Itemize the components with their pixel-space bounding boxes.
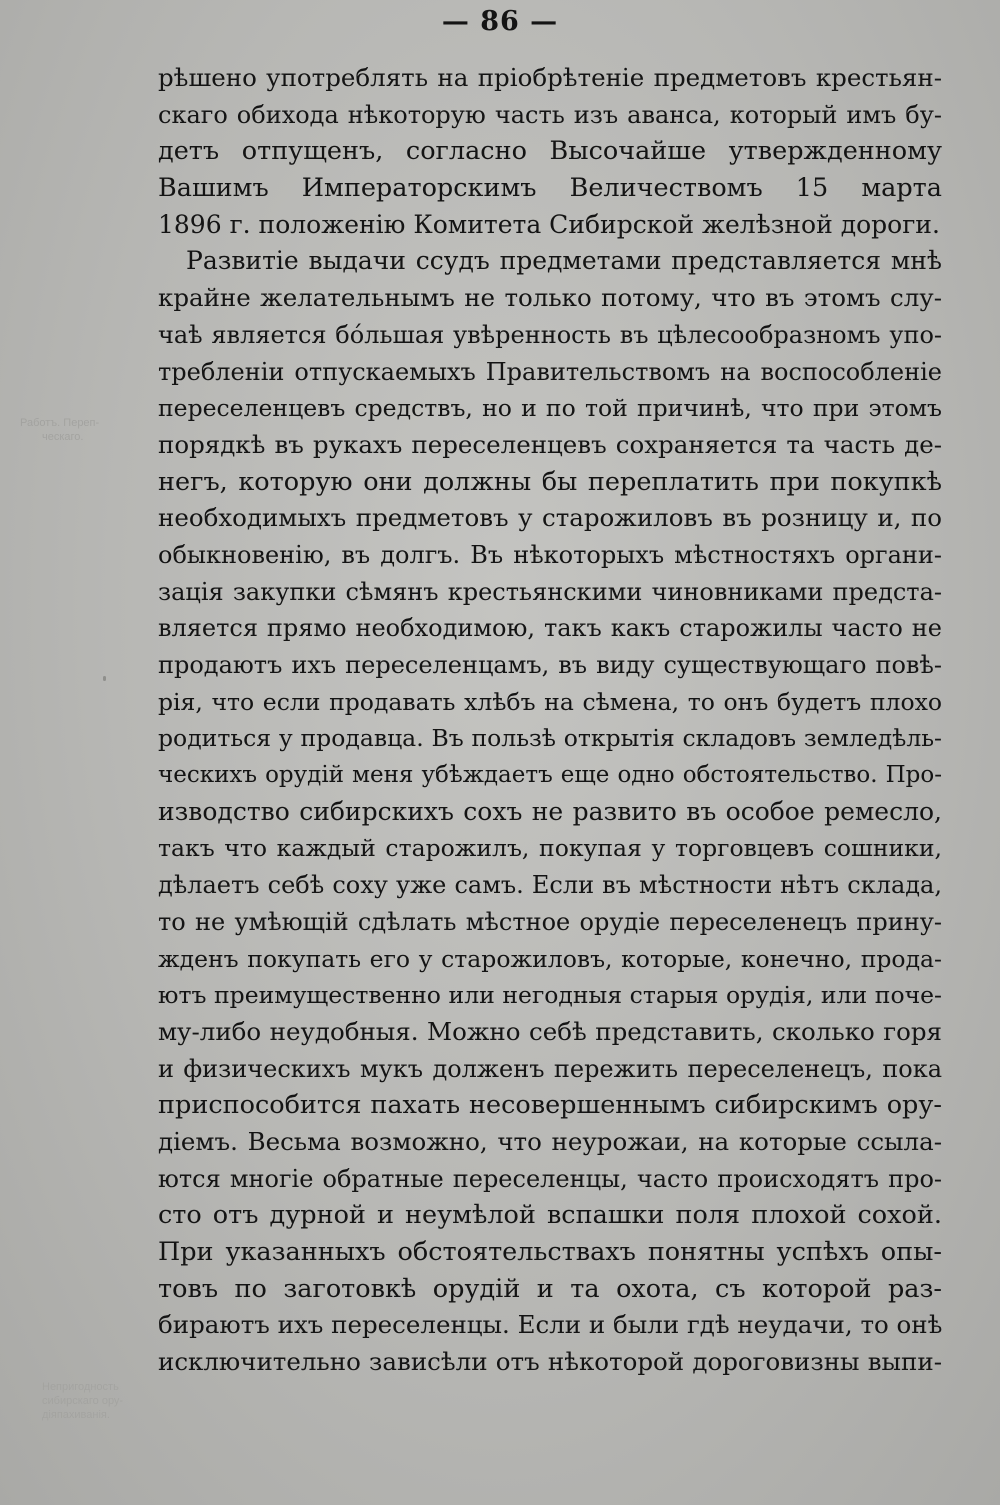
paper-speck: [103, 676, 106, 681]
text-line: необходимыхъ предметовъ у старожиловъ въ розницу и, по: [158, 503, 942, 533]
text-line: обыкновенію, въ долгъ. Въ нѣкоторыхъ мѣстностяхъ органи-: [158, 540, 942, 569]
text-line: рія, что если продавать хлѣбъ на сѣмена, то онъ будетъ плохо: [158, 687, 942, 716]
text-line: исключительно зависѣли отъ нѣкоторой дороговизны выпи-: [158, 1347, 942, 1377]
text-line: и физическихъ мукъ долженъ пережить переселенецъ, пока: [158, 1054, 942, 1083]
text-line: детъ отпущенъ, согласно Высочайше утвержденному: [158, 136, 942, 167]
page-number: — 86 —: [441, 6, 559, 37]
text-line: дѣлаетъ себѣ соху уже самъ. Если въ мѣстности нѣтъ склада,: [158, 871, 942, 900]
text-line: му-либо неудобныя. Можно себѣ представить, сколько горя: [158, 1016, 942, 1046]
text-line: жденъ покупать его у старожиловъ, которые, конечно, прода-: [158, 944, 942, 973]
margin-note-line: Непригодность: [42, 1381, 119, 1393]
margin-note-line: сибирскаго ору-: [42, 1395, 124, 1407]
text-line: переселенцевъ средствъ, но и по той причинѣ, что при этомъ: [158, 394, 942, 423]
text-line: Развитіе выдачи ссудъ предметами представляется мнѣ: [186, 246, 942, 276]
text-line: рѣшено употреблять на пріобрѣтеніе предметовъ крестьян-: [158, 63, 942, 92]
text-line: порядкѣ въ рукахъ переселенцевъ сохраняется та часть де-: [158, 429, 942, 459]
text-line: чаѣ является бóльшая увѣренность въ цѣлесообразномъ упо-: [158, 320, 942, 349]
text-line: сто отъ дурной и неумѣлой вспашки поля плохой сохой.: [158, 1200, 942, 1231]
text-line: родиться у продавца. Въ пользѣ открытія складовъ земледѣль-: [158, 724, 942, 753]
text-line: крайне желательнымъ не только потому, что въ этомъ слу-: [158, 283, 942, 313]
text-line: продаютъ ихъ переселенцамъ, въ виду существующаго повѣ-: [158, 651, 942, 679]
text-line: то не умѣющій сдѣлать мѣстное орудіе переселенецъ прину-: [158, 907, 942, 936]
text-line: діемъ. Весьма возможно, что неурожаи, на которые ссыла-: [158, 1126, 942, 1156]
text-line: приспособится пахать несовершеннымъ сибирскимъ ору-: [158, 1090, 942, 1121]
text-line: вляется прямо необходимою, такъ какъ старожилы часто не: [158, 614, 942, 643]
text-line: такъ что каждый старожилъ, покупая у торговцевъ сошники,: [158, 834, 942, 863]
text-line: ютъ преимущественно или негодныя старыя орудія, или поче-: [158, 981, 942, 1010]
margin-note-line: Работъ. Переп-: [20, 417, 100, 429]
text-line: 1896 г. положенію Комитета Сибирской желѣзной дороги.: [158, 209, 940, 239]
text-line: При указанныхъ обстоятельствахъ понятны успѣхъ опы-: [158, 1237, 942, 1267]
margin-note-line: діяпахиванія.: [42, 1409, 110, 1421]
margin-note-show-through-lower: [42, 1380, 123, 1422]
text-line: зація закупки сѣмянъ крестьянскими чиновниками предста-: [158, 577, 942, 606]
margin-note-line: ческаго.: [42, 431, 84, 443]
text-line: требленіи отпускаемыхъ Правительствомъ на воспособленіе: [158, 357, 942, 386]
margin-note-show-through-upper: [20, 416, 99, 444]
text-line: скаго обихода нѣкоторую часть изъ аванса, который имъ бу-: [158, 100, 942, 129]
text-line: ческихъ орудій меня убѣждаетъ еще одно обстоятельство. Про-: [158, 762, 942, 789]
text-line: ются многіе обратные переселенцы, часто происходятъ про-: [158, 1164, 942, 1193]
text-line: негъ, которую они должны бы переплатить при покупкѣ: [158, 466, 942, 497]
text-line: Вашимъ Императорскимъ Величествомъ 15 марта: [158, 173, 942, 204]
body-text: [158, 60, 942, 1381]
text-line: товъ по заготовкѣ орудій и та охота, съ которой раз-: [158, 1273, 942, 1304]
text-line: бираютъ ихъ переселенцы. Если и были гдѣ неудачи, то онѣ: [158, 1310, 942, 1340]
text-line: изводство сибирскихъ сохъ не развито въ особое ремесло,: [158, 796, 942, 826]
